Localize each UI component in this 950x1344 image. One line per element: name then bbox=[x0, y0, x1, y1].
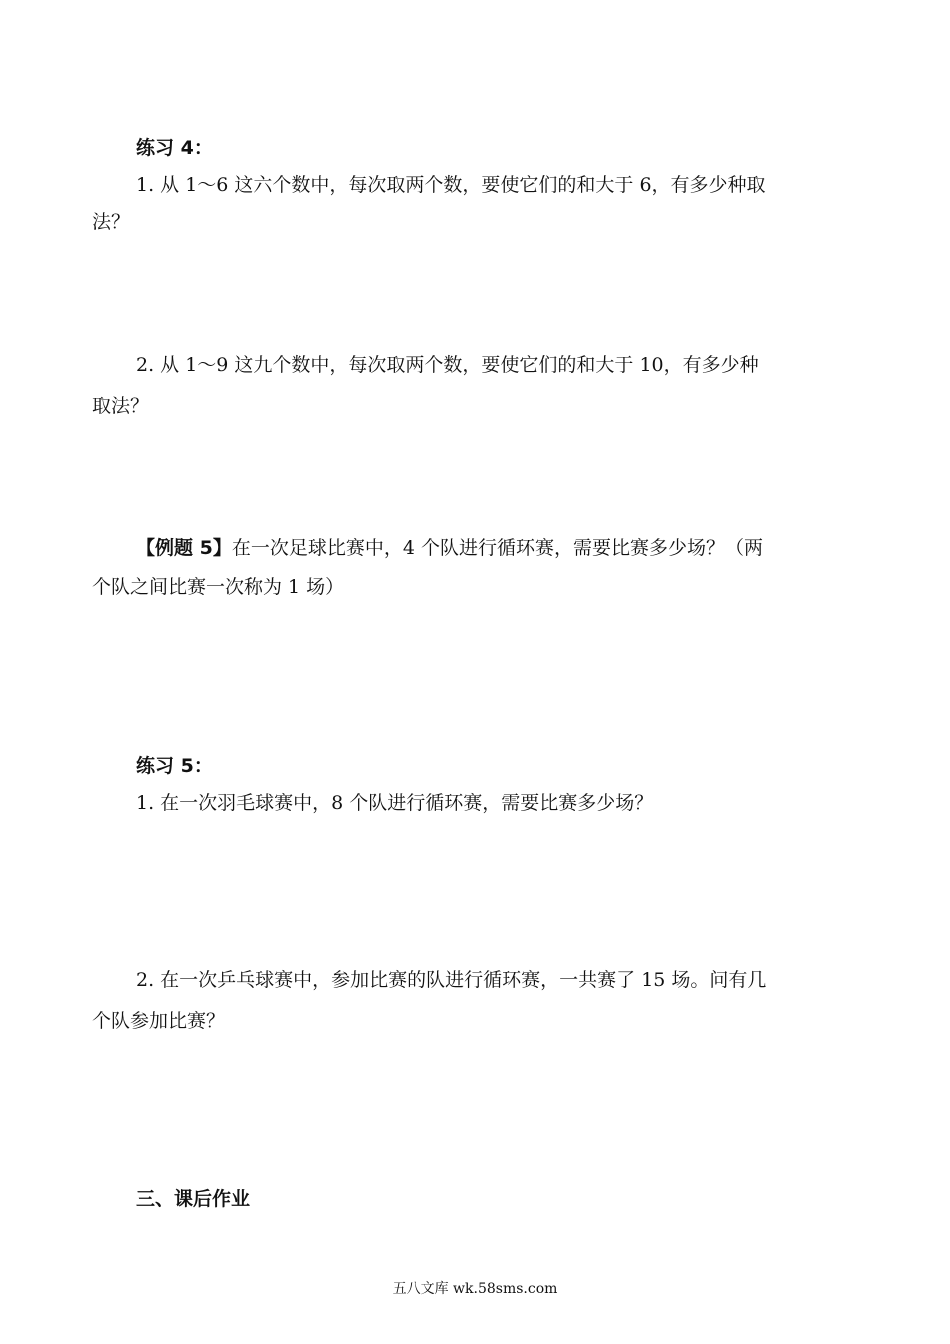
example5-text: 在一次足球比赛中，4 个队进行循环赛，需要比赛多少场？（两 bbox=[231, 537, 763, 559]
practice4-q1-line2: 法？ bbox=[92, 211, 131, 233]
practice5-q1-line1: 1. 在一次羽毛球赛中，8 个队进行循环赛，需要比赛多少场？ bbox=[136, 792, 654, 814]
example5-line2: 个队之间比赛一次称为 1 场） bbox=[92, 576, 345, 598]
section3-heading: 三、课后作业 bbox=[136, 1188, 251, 1210]
practice5-q2-line1: 2. 在一次乒乓球赛中，参加比赛的队进行循环赛，一共赛了 15 场。问有几 bbox=[136, 969, 767, 991]
practice4-q2-line2: 取法？ bbox=[92, 395, 150, 417]
practice5-q2-line2: 个队参加比赛？ bbox=[92, 1010, 226, 1032]
example5-line1 bbox=[136, 536, 862, 560]
example5-label: 【例题 5】 bbox=[136, 537, 232, 559]
practice4-heading: 练习 4： bbox=[136, 137, 213, 159]
footer-watermark: 五八文库 wk.58sms.com bbox=[392, 1281, 558, 1297]
practice4-q1-line1: 1. 从 1～6 这六个数中，每次取两个数，要使它们的和大于 6，有多少种取 bbox=[136, 174, 766, 196]
practice4-q2-line1: 2. 从 1～9 这九个数中，每次取两个数，要使它们的和大于 10，有多少种 bbox=[136, 354, 759, 376]
practice5-heading: 练习 5： bbox=[136, 755, 213, 777]
